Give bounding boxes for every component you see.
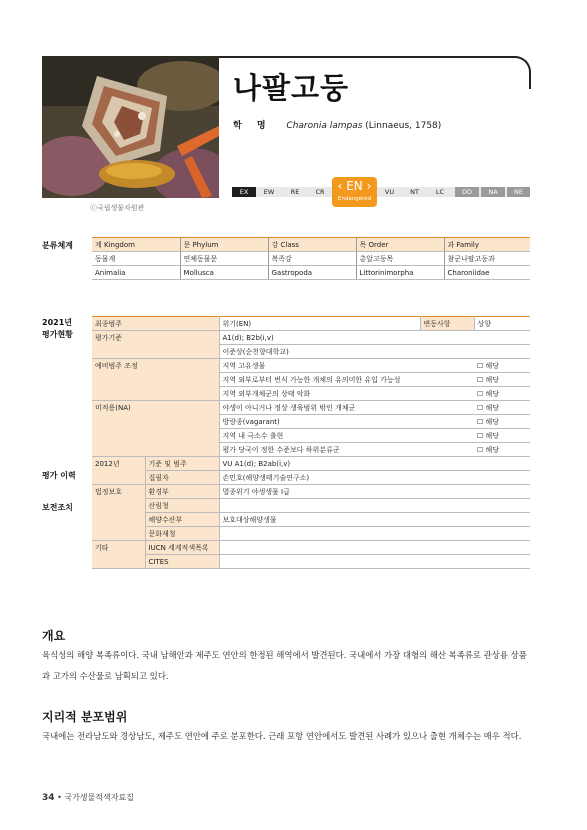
status-en-word: Endangered: [337, 196, 372, 202]
status-lc: LC: [435, 188, 445, 196]
tax-header-order: 목 Order: [356, 238, 444, 252]
final-category-row: [92, 317, 530, 331]
cha-label: 문화재청: [145, 527, 219, 541]
taxonomy-korean-row: [92, 252, 530, 266]
overview-heading: 개요: [42, 629, 66, 643]
cha-value: [219, 527, 530, 541]
sci-label: 학 명: [233, 121, 272, 131]
na-item-1: 야생이 아니거나 정상 생육범위 밖인 개체군: [219, 401, 474, 415]
status-ne: NE: [507, 187, 530, 197]
tax-header-class: 강 Class: [268, 238, 356, 252]
distribution-heading: 지리적 분포범위: [42, 710, 128, 724]
tax-korean-order: 총알고둥목: [356, 252, 444, 266]
adjust-item-3: 지역 외부개체군의 상태 악화: [219, 387, 474, 401]
history-year: 2012년: [92, 457, 145, 485]
na-label: 미적용(NA): [92, 401, 219, 457]
adjust-item-1: 지역 고유생물: [219, 359, 474, 373]
na-check-2[interactable]: ☐ 해당: [474, 415, 530, 429]
page-title: 나팔고둥: [233, 71, 350, 105]
forest-value: [219, 499, 530, 513]
iucn-value: [219, 541, 530, 555]
assessment-table: [92, 316, 530, 569]
status-na: NA: [481, 187, 505, 197]
species-photo: [42, 56, 219, 198]
tax-latin-kingdom: Animalia: [92, 266, 180, 280]
distribution-text: 국내에는 전라남도와 경상남도, 제주도 연안에 주로 분포한다. 근래 포항 연안에서도 발견된 사례가 있으나 출현 개체수는 매우 적다.: [42, 731, 522, 741]
na-item-2: 방랑종(vagarant): [219, 415, 474, 429]
final-category-value: 위기(EN): [219, 317, 420, 331]
tax-korean-class: 복족강: [268, 252, 356, 266]
tax-korean-family: 참군나팔고둥과: [444, 252, 530, 266]
tax-korean-kingdom: 동물계: [92, 252, 180, 266]
cites-value: [219, 555, 530, 569]
history-section-label: 평가 이력: [42, 471, 76, 480]
sci-author: (Linnaeus, 1758): [365, 121, 442, 131]
assessor-value: 이준상(순천향대학교): [219, 345, 530, 359]
overview-text: 육식성의 해양 복족류이다. 국내 남해안과 제주도 연안의 한정된 해역에서 발견된다. 국내에서 가장 대형의 해산 복족류로 관상용 상품과 고가의 수산물로 남획되고 있다.: [42, 650, 527, 681]
photo-credit: ⓒ국립생물자원관: [90, 204, 145, 212]
final-category-label: 최종범주: [92, 317, 219, 331]
adjust-row-1: [92, 359, 530, 373]
legal-label: 법정보호: [92, 485, 145, 541]
protect-row-3: [92, 513, 530, 527]
tax-header-kingdom: 계 Kingdom: [92, 238, 180, 252]
assessment-year: 2021년: [42, 318, 72, 327]
tax-latin-family: Charoniidae: [444, 266, 530, 280]
scientific-name-line: [233, 118, 441, 131]
page-footer: [42, 792, 134, 803]
book-title: • 국가생물적색자료집: [57, 793, 134, 802]
moe-value: 멸종위기 야생생물 Ⅰ급: [219, 485, 530, 499]
history-row-1: [92, 457, 530, 471]
adjust-check-3[interactable]: ☐ 해당: [474, 387, 530, 401]
assessment-section-label: [42, 317, 92, 341]
status-ew: EW: [263, 188, 275, 196]
other-row-2: [92, 555, 530, 569]
moe-label: 환경부: [145, 485, 219, 499]
change-value: 상향: [474, 317, 530, 331]
status-nt: NT: [410, 188, 419, 196]
na-check-4[interactable]: ☐ 해당: [474, 443, 530, 457]
na-check-1[interactable]: ☐ 해당: [474, 401, 530, 415]
status-ex: EX: [232, 187, 256, 197]
status-cr: CR: [315, 188, 325, 196]
criteria-row: [92, 331, 530, 345]
status-en-code: ‹ EN ›: [337, 179, 372, 193]
protect-row-1: [92, 485, 530, 499]
status-vu: VU: [384, 188, 395, 196]
sci-name: Charonia lampas: [286, 121, 363, 131]
history-row-2: [92, 471, 530, 485]
tax-korean-phylum: 연체동물문: [180, 252, 268, 266]
mof-value: 보호대상해양생물: [219, 513, 530, 527]
na-row-1: [92, 401, 530, 415]
tax-latin-phylum: Mollusca: [180, 266, 268, 280]
taxonomy-section-label: 분류체계: [42, 241, 73, 250]
tax-latin-class: Gastropoda: [268, 266, 356, 280]
protect-row-2: [92, 499, 530, 513]
taxonomy-table: [92, 237, 530, 280]
tax-header-family: 과 Family: [444, 238, 530, 252]
history-writer-value: 손민호(해양생태기술연구소): [219, 471, 530, 485]
tax-header-phylum: 문 Phylum: [180, 238, 268, 252]
taxonomy-header-row: [92, 238, 530, 252]
na-item-4: 평가 당국이 정한 수준보다 하위분류군: [219, 443, 474, 457]
adjust-item-2: 지역 외부로부터 번식 가능한 개체의 유의미한 유입 가능성: [219, 373, 474, 387]
na-check-3[interactable]: ☐ 해당: [474, 429, 530, 443]
iucn-label: IUCN 세계적색목록: [145, 541, 219, 555]
criteria-value: A1(d); B2b(i,v): [219, 331, 530, 345]
shell-illustration: [42, 56, 219, 198]
assessment-title: 평가현황: [42, 330, 73, 339]
criteria-label: 평가기준: [92, 331, 219, 359]
history-cat-value: VU A1(d); B2ab(i,v): [219, 457, 530, 471]
forest-label: 산림청: [145, 499, 219, 513]
cites-label: CITES: [145, 555, 219, 569]
taxonomy-latin-row: [92, 266, 530, 280]
adjust-check-1[interactable]: ☐ 해당: [474, 359, 530, 373]
status-dd: DD: [455, 187, 479, 197]
mof-label: 해양수산부: [145, 513, 219, 527]
page-number: 34: [42, 793, 55, 803]
adjust-label: 예비범주 조정: [92, 359, 219, 401]
protection-section-label: 보전조치: [42, 503, 73, 512]
status-re: RE: [290, 188, 300, 196]
tax-latin-order: Littorinimorpha: [356, 266, 444, 280]
na-item-3: 지역 내 극소수 출현: [219, 429, 474, 443]
change-label: 변동사항: [420, 317, 474, 331]
protect-row-4: [92, 527, 530, 541]
other-row-1: [92, 541, 530, 555]
status-en-badge: [332, 177, 377, 207]
history-cat-label: 기준 및 범주: [145, 457, 219, 471]
history-writer-label: 집필자: [145, 471, 219, 485]
adjust-check-2[interactable]: ☐ 해당: [474, 373, 530, 387]
other-label: 기타: [92, 541, 145, 569]
